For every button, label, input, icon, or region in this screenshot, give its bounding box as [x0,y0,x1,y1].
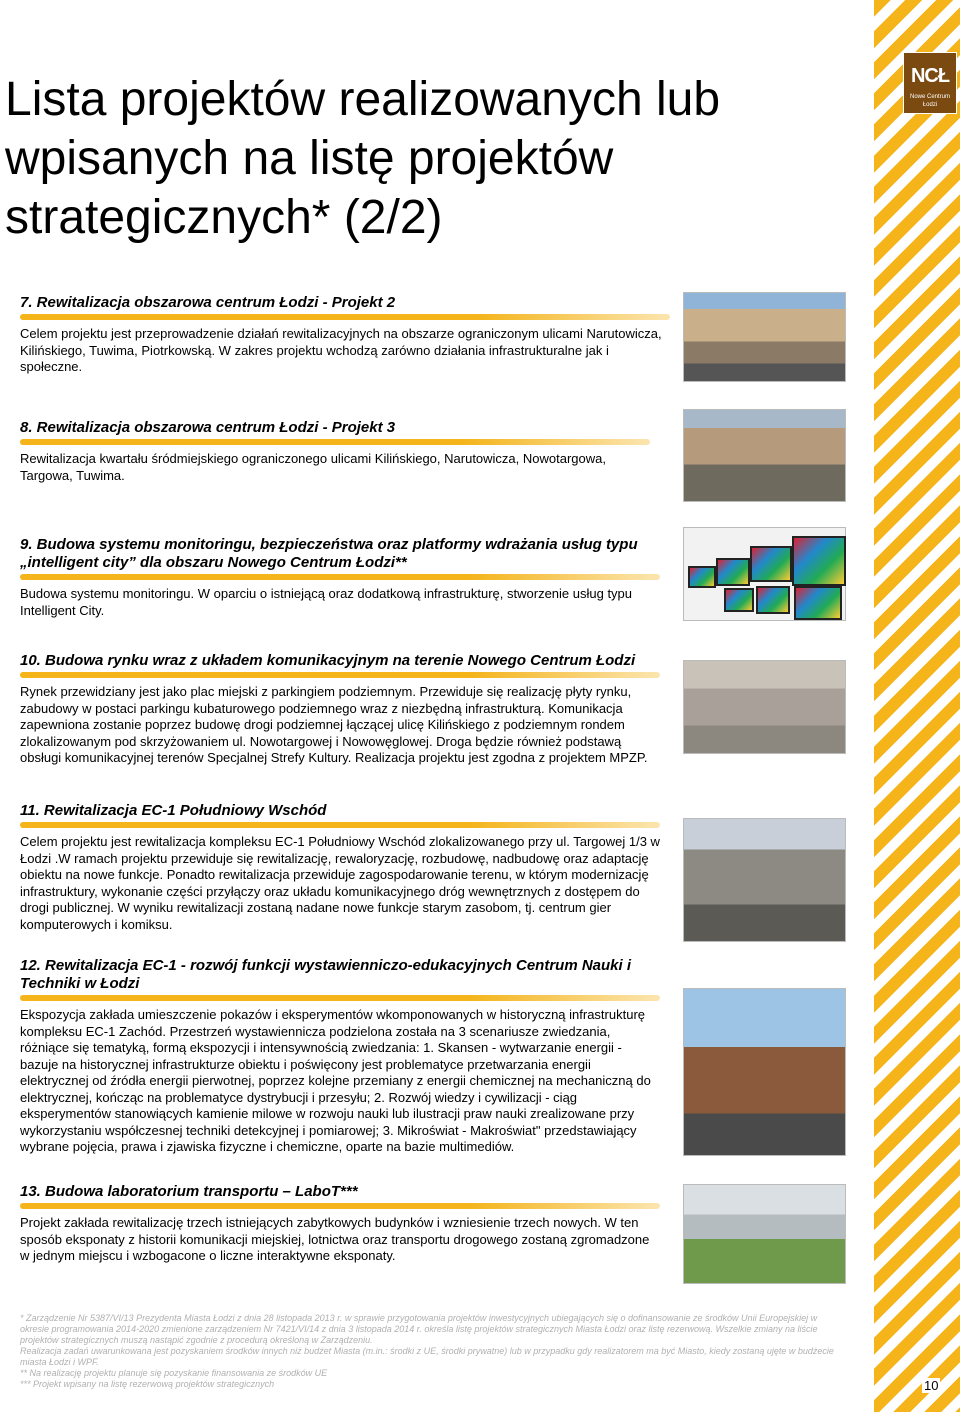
title-underline [20,1203,660,1209]
project-9 [20,536,660,619]
decorative-stripe [874,0,960,1412]
market-square-visualization [683,660,846,754]
footnote: * Zarządzenie Nr 5387/VI/13 Prezydenta Miasta Łodzi z dnia 28 listopada 2013 r. w sprawie przygotowania projektów inwestycyjnych ubiegających się o dofinansowanie ze środków Unii Europejskiej w okresie programowania 2014-2020 zmienione zarządzeniem Nr 7421/VI/14 z dnia 3 listopada 2014 r. określa listę projektów strategicznych Miasta Łodzi oraz listę rezerwową. Wszelkie zmiany na liście projektów strategicznych muszą nastąpić zgodnie z procedurą określoną w Zarządzeniu. [20,1313,818,1345]
page-title: Lista projektów realizowanych lub wpisanych na listę projektów strategicznych* (2/2) [5,73,721,244]
title-underline [20,822,660,828]
city-block-photo [683,409,846,502]
project-9-body: Budowa systemu monitoringu. W oparciu o istniejącą oraz dodatkową infrastrukturę, stworzenie usług typu Intelligent City. [20,586,633,618]
footnote: ** Na realizację projektu planuje się pozyskanie finansowania ze środków UE [20,1368,328,1378]
title-underline [20,574,660,580]
project-12-body: Ekspozycja zakłada umieszczenie pokazów i eksperymentów wkomponowanych w historyczną infrastrukturę kompleksu EC-1 Zachód. Przestrzeń wystawiennicza podzielona została na 3 scenariusze zwiedzania, różniące się tematyką, formą ekspozycji i intensywnością zwiedzania: 1. Skansen - wytwarzanie energii - bazuje na historycznej infrastrukturze obiektu i poświęcony jest problematyce przetwarzania energii elektrycznej od źródła energii pierwotnej, poprzez kolejne przemiany z energii chemicznej na mechaniczną do elektrycznej, kończąc na problematyce dystrybucji i przesyłu; 2. Rozwój wiedzy i cywilizacji - ciąg eksperymentów stanowiących kamienie milowe w rozwoju nauki lub ilustracji praw nauki zrealizowane przy wykorzystaniu współczesnej techniki detekcyjnej i pomiarowej; 3. Mikroświat - Makroświat" przedstawiający wybrane pojęcia, prawa i zjawiska fizyczne i chemiczne, oparte na bazie multimediów. [20,1007,651,1154]
title-underline [20,672,660,678]
project-8 [20,419,650,484]
logo-mark: NCŁ [910,65,950,87]
project-12 [20,957,660,1156]
project-11-title: 11. Rewitalizacja EC-1 Południowy Wschód [20,802,327,819]
project-8-body: Rewitalizacja kwartału śródmiejskiego ograniczonego ulicami Kilińskiego, Narutowicza, Nowotargowa, Targowa, Tuwima. [20,451,606,483]
project-12-title: 12. Rewitalizacja EC-1 - rozwój funkcji wystawienniczo-edukacyjnych Centrum Nauki i Techniki w Łodzi [20,957,632,992]
ec1-complex-photo [683,818,846,942]
project-7 [20,294,670,376]
project-11-body: Celem projektu jest rewitalizacja kompleksu EC-1 Południowy Wschód zlokalizowanego przy ul. Targowej 1/3 w Łodzi .W ramach projektu przewiduje się rewitalizację, rewaloryzację, rozbudowę, nadbudowę oraz adaptację obiektu na nowe funkcje. Ponadto rewitalizacja przewiduje zagospodarowanie terenu, w którym modernizację infrastruktury, wykonanie części przyłączy oraz układu komunikacyjnego dróg wewnętrznych z dostępem do drogi publicznej. W wyniku rewitalizacji zostaną nadane nowe funkcje starym zasobom, tj. centrum gier komputerowych i komiksu. [20,834,660,932]
monitoring-screens-photo [683,527,846,621]
transport-lab-visualization [683,1184,846,1284]
project-13-body: Projekt zakłada rewitalizację trzech istniejących zabytkowych budynków i wzniesienie trzech nowych. W ten sposób eksponaty z historii komunikacji miejskiej, lotnictwa oraz transportu drogowego zostaną zgromadzone w jednym miejscu i wzbogacone o liczne interaktywne eksponaty. [20,1215,650,1263]
logo-subtitle: Nowe Centrum Łodzi [909,94,950,108]
project-8-title: 8. Rewitalizacja obszarowa centrum Łodzi - Projekt 3 [20,419,396,436]
project-9-title: 9. Budowa systemu monitoringu, bezpieczeństwa oraz platformy wdrażania usług typu „intelligent city” dla obszaru Nowego Centrum Łodzi** [20,536,638,571]
project-13-title: 13. Budowa laboratorium transportu – LaboT*** [20,1183,358,1200]
footnotes [20,1313,840,1390]
title-underline [20,314,670,320]
page-number: 10 [924,1378,939,1393]
project-11 [20,802,660,933]
project-7-body: Celem projektu jest przeprowadzenie działań rewitalizacyjnych na obszarze ograniczonym ulicami Narutowicza, Kilińskiego, Tuwima, Piotrkowską. W zakres projektu wchodzą zarówno działania infrastrukturalne jak i społeczne. [20,326,662,374]
title-underline [20,439,650,445]
street-buildings-photo [683,292,846,382]
ec1-tower-photo [683,988,846,1156]
ncl-logo [903,52,957,114]
project-10-body: Rynek przewidziany jest jako plac miejski z parkingiem podziemnym. Przewiduje się realizację płyty rynku, zabudowy w postaci parkingu kubaturowego podziemnego wraz z niezbędną infrastrukturą. Komunikacja zapewniona zostanie poprzez budowę drogi podziemnej łączącej ulicę Kilińskiego z podziemnym rondem zlokalizowanym pod skrzyżowaniem ul. Nowotargowej i Nowowęglowej. Droga będzie również podstawą obsługi komunikacyjnej terenów Specjalnej Strefy Kultury. Realizacja projektu jest zgodna z projektem MPZP. [20,684,648,765]
project-13 [20,1183,660,1265]
project-10-title: 10. Budowa rynku wraz z układem komunikacyjnym na terenie Nowego Centrum Łodzi [20,652,636,669]
project-7-title: 7. Rewitalizacja obszarowa centrum Łodzi - Projekt 2 [20,294,396,311]
title-underline [20,995,660,1001]
footnote: Realizacja zadań uwarunkowana jest pozyskaniem środków innych niż budżet Miasta (m.in.: środki z UE, środki prywatne) lub w przypadku gdy realizatorem ma być Miasto, kiedy zostaną ujęte w budżecie miasta Łodzi i WPF. [20,1346,834,1367]
project-10 [20,652,660,767]
footnote: *** Projekt wpisany na listę rezerwową projektów strategicznych [20,1379,275,1389]
